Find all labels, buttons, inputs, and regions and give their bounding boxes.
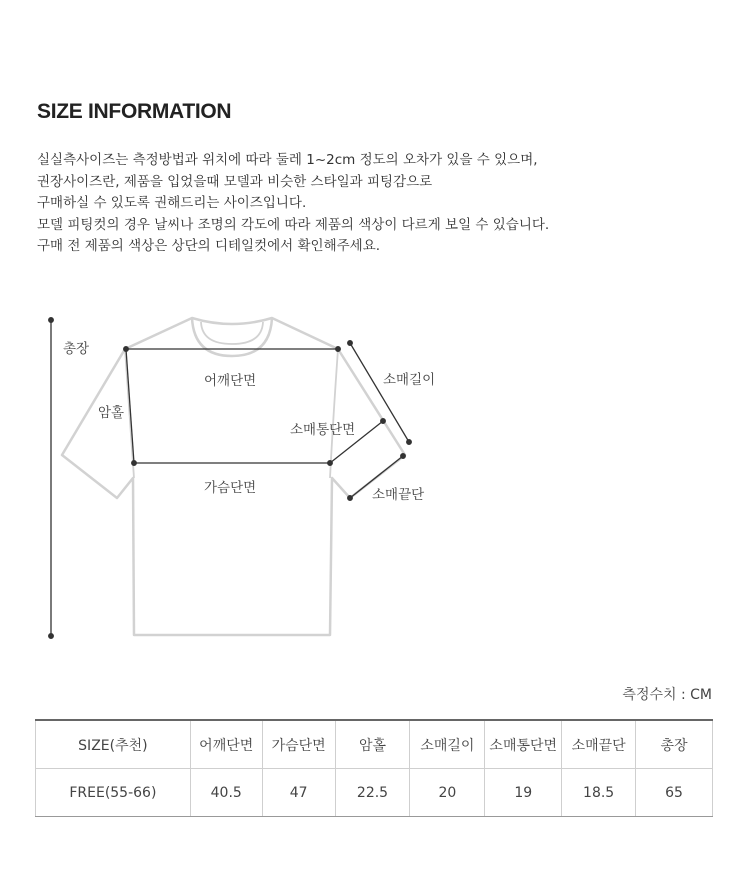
table-header-cell: 어깨단면: [190, 720, 262, 769]
table-cell: 65: [636, 769, 713, 817]
tshirt-diagram: [0, 300, 750, 650]
description-line: 권장사이즈란, 제품을 입었을때 모델과 비슷한 스타일과 피팅감으로: [37, 173, 433, 190]
table-row: [36, 769, 713, 817]
description: [37, 150, 549, 258]
table-cell: 40.5: [190, 769, 262, 817]
label-sleeve-length: 소매길이: [383, 372, 436, 388]
table-header-cell: 소매길이: [410, 720, 485, 769]
table-cell: 19: [485, 769, 562, 817]
table-header-row: [36, 720, 713, 769]
description-line: 구매하실 수 있도록 권해드리는 사이즈입니다.: [37, 195, 307, 211]
label-chest: 가슴단면: [204, 480, 257, 496]
table-header-cell: 가슴단면: [262, 720, 335, 769]
table-cell: 47: [262, 769, 335, 817]
table-cell: 22.5: [335, 769, 410, 817]
table-header-cell: 소매통단면: [485, 720, 562, 769]
table-header-cell: 암홀: [335, 720, 410, 769]
table-header-cell: 소매끝단: [562, 720, 636, 769]
label-shoulder: 어깨단면: [204, 373, 257, 389]
label-sleeve-width: 소매통단면: [290, 422, 356, 438]
description-line: 구매 전 제품의 색상은 상단의 디테일컷에서 확인해주세요.: [37, 238, 381, 254]
table-header-cell: 총장: [636, 720, 713, 769]
unit-note: 측정수치 : CM: [622, 687, 712, 703]
size-table: [35, 719, 713, 817]
label-armhole: 암홀: [98, 405, 125, 421]
description-line: 실실측사이즈는 측정방법과 위치에 따라 둘레 1~2cm 정도의 오차가 있을 수 있으며,: [37, 152, 538, 168]
label-sleeve-end: 소매끝단: [372, 487, 425, 503]
table-cell: 18.5: [562, 769, 636, 817]
page-title: SIZE INFORMATION: [37, 100, 232, 123]
table-cell: FREE(55-66): [36, 769, 191, 817]
table-header-cell: SIZE(추천): [36, 720, 191, 769]
label-total-length: 총장: [63, 341, 90, 357]
table-cell: 20: [410, 769, 485, 817]
description-line: 모델 피팅컷의 경우 날씨나 조명의 각도에 따라 제품의 색상이 다르게 보일 수 있습니다.: [37, 216, 550, 233]
